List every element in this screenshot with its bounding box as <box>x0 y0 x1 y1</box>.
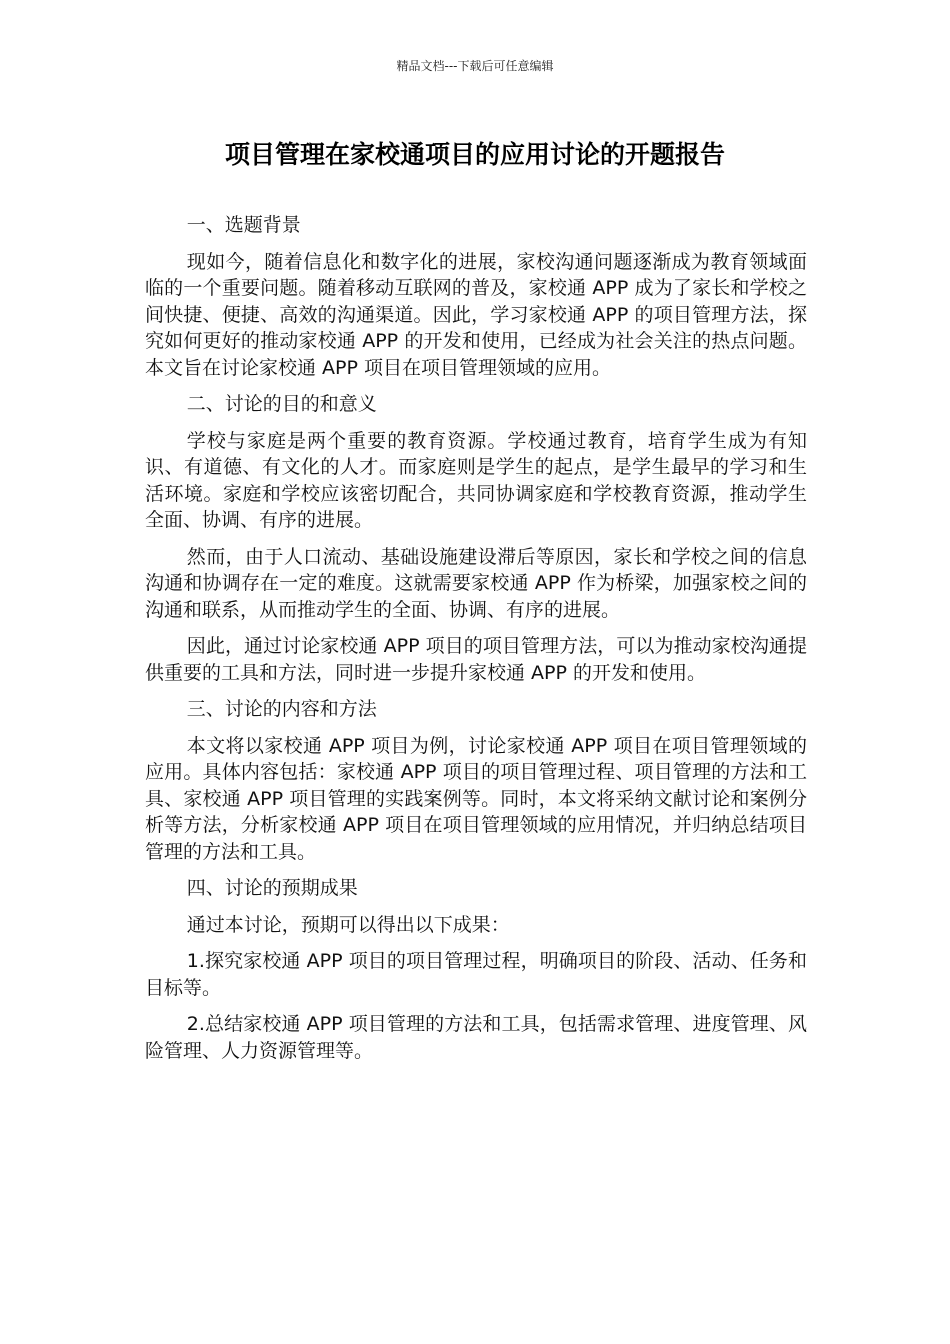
paragraph-background: 现如今，随着信息化和数字化的进展，家校沟通问题逐渐成为教育领域面临的一个重要问题。随着移动互联网的普及，家校通 APP 成为了家长和学校之间快捷、便捷、高效的沟通渠道。因此，学习家校通 APP 的项目管理方法，探究如何更好的推动家校通 APP 的开发和使用，已经成为社会关注的热点问题。本文旨在讨论家校通 APP 项目在项目管理领域的应用。 <box>145 250 807 379</box>
paragraph-purpose-3: 因此，通过讨论家校通 APP 项目的项目管理方法，可以为推动家校沟通提供重要的工具和方法，同时进一步提升家校通 APP 的开发和使用。 <box>145 635 807 684</box>
document-body <box>145 212 807 1074</box>
paragraph-purpose-1: 学校与家庭是两个重要的教育资源。学校通过教育，培育学生成为有知识、有道德、有文化的人才。而家庭则是学生的起点，是学生最早的学习和生活环境。家庭和学校应该密切配合，共同协调家庭和学校教育资源，推动学生全面、协调、有序的进展。 <box>145 429 807 531</box>
paragraph-expected-intro: 通过本讨论，预期可以得出以下成果： <box>186 913 510 936</box>
page-header: 精品文档---下载后可任意编辑 <box>396 59 554 73</box>
section-heading-content-method: 三、讨论的内容和方法 <box>186 698 377 720</box>
section-heading-background: 一、选题背景 <box>186 214 301 236</box>
list-item-result-2: 2.总结家校通 APP 项目管理的方法和工具，包括需求管理、进度管理、风险管理、人力资源管理等。 <box>145 1013 807 1062</box>
section-heading-purpose: 二、讨论的目的和意义 <box>186 393 377 415</box>
list-item-result-1: 1.探究家校通 APP 项目的项目管理过程，明确项目的阶段、活动、任务和目标等。 <box>145 950 807 999</box>
section-heading-expected-results: 四、讨论的预期成果 <box>186 877 358 899</box>
paragraph-content-method: 本文将以家校通 APP 项目为例，讨论家校通 APP 项目在项目管理领域的应用。具体内容包括：家校通 APP 项目的项目管理过程、项目管理的方法和工具、家校通 APP 项目管理的实践案例等。同时，本文将采纳文献讨论和案例分析等方法，分析家校通 APP 项目在项目管理领域的应用情况，并归纳总结项目管理的方法和工具。 <box>145 734 807 863</box>
paragraph-purpose-2: 然而，由于人口流动、基础设施建设滞后等原因，家长和学校之间的信息沟通和协调存在一定的难度。这就需要家校通 APP 作为桥梁，加强家校之间的沟通和联系，从而推动学生的全面、协调、有序的进展。 <box>145 545 807 621</box>
document-title: 项目管理在家校通项目的应用讨论的开题报告 <box>224 140 725 169</box>
